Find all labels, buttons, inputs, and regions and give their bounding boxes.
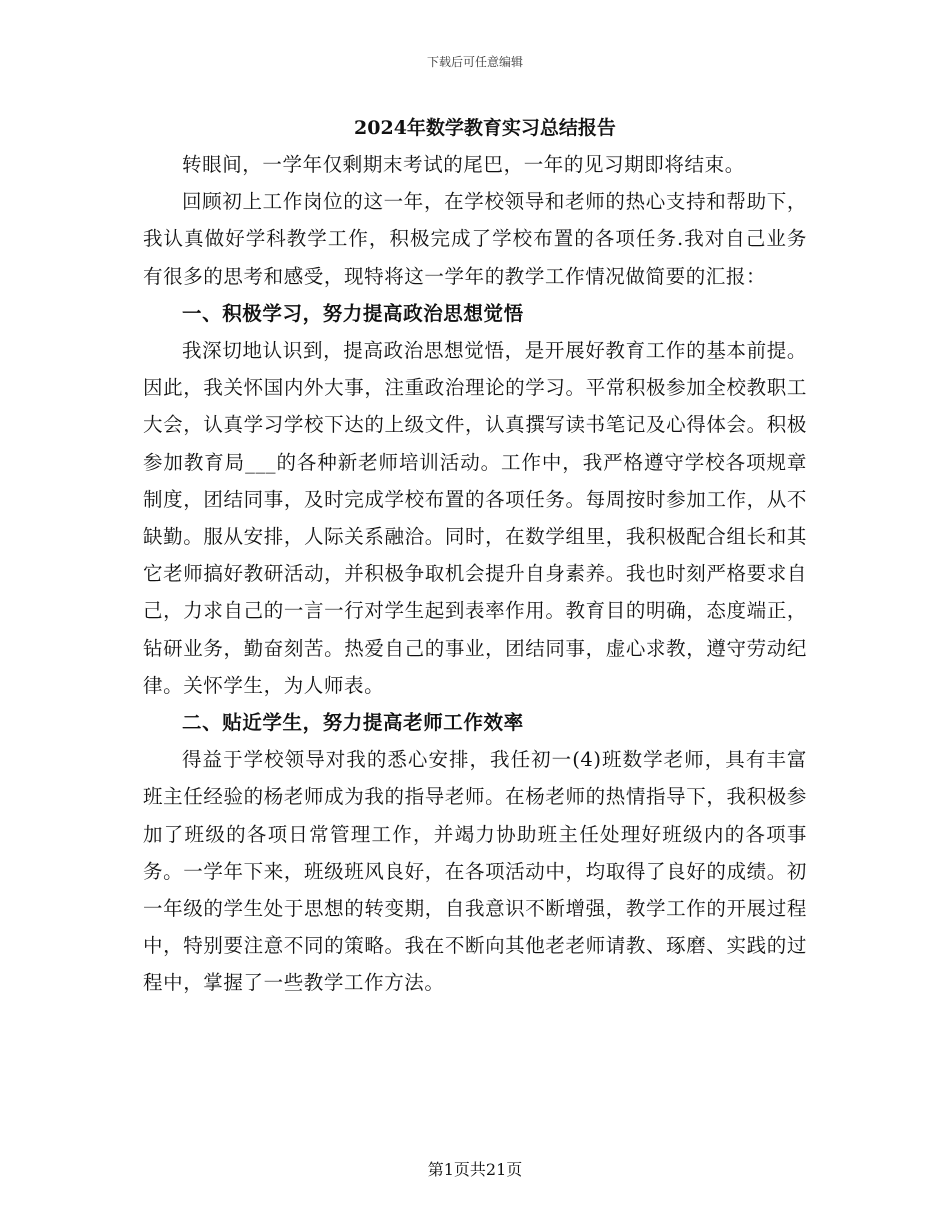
document-body <box>143 110 807 1002</box>
paragraph-section-1: 我深切地认识到，提高政治思想觉悟，是开展好教育工作的基本前提。因此，我关怀国内外大事，注重政治理论的学习。平常积极参加全校教职工大会，认真学习学校下达的上级文件，认真撰写读书笔记及心得体会。积极参加教育局___的各种新老师培训活动。工作中，我严格遵守学校各项规章制度，团结同事，及时完成学校布置的各项任务。每周按时参加工作，从不缺勤。服从安排，人际关系融洽。同时，在数学组里，我积极配合组长和其它老师搞好教研活动，并积极争取机会提升自身素养。我也时刻严格要求自己，力求自己的一言一行对学生起到表率作用。教育目的明确，态度端正，钻研业务，勤奋刻苦。热爱自己的事业，团结同事，虚心求教，遵守劳动纪律。关怀学生，为人师表。 <box>143 339 807 697</box>
section-heading-1: 一、积极学习，努力提高政治思想觉悟 <box>182 301 524 325</box>
paragraph-intro: 转眼间，一学年仅剩期末考试的尾巴，一年的见习期即将结束。 <box>182 153 745 176</box>
download-note: 下载后可任意编辑 <box>426 55 523 69</box>
page-number: 第1页共21页 <box>427 1160 523 1179</box>
paragraph-section-2: 得益于学校领导对我的悉心安排，我任初一(4)班数学老师，具有丰富班主任经验的杨老师成为我的指导老师。在杨老师的热情指导下，我积极参加了班级的各项日常管理工作，并竭力协助班主任处理好班级内的各项事务。一学年下来，班级班风良好，在各项活动中，均取得了良好的成绩。初一年级的学生处于思想的转变期，自我意识不断增强，教学工作的开展过程中，特别要注意不同的策略。我在不断向其他老老师请教、琢磨、实践的过程中，掌握了一些教学工作方法。 <box>143 748 807 995</box>
section-heading-2: 二、贴近学生，努力提高老师工作效率 <box>182 711 524 735</box>
paragraph-review: 回顾初上工作岗位的这一年，在学校领导和老师的热心支持和帮助下，我认真做好学科教学工作，积极完成了学校布置的各项任务.我对自己业务有很多的思考和感受，现特将这一学年的教学工作情况做简要的汇报： <box>143 190 807 288</box>
document-title: 2024年数学教育实习总结报告 <box>354 117 616 139</box>
